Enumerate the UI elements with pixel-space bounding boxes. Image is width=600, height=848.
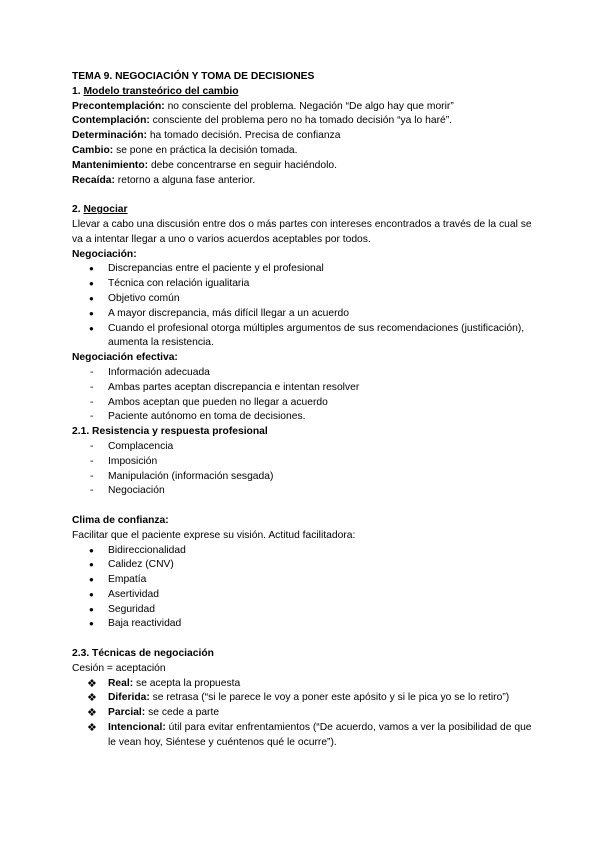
list-item: ● Asertividad (72, 588, 532, 603)
list-item: ● Baja reactividad (72, 617, 532, 632)
list-item: - Ambos aceptan que pueden no llegar a acuerdo (72, 396, 532, 411)
stage-item: Precontemplación: no consciente del problema. Negación “De algo hay que morir” (72, 100, 454, 112)
list-item: ● Seguridad (72, 603, 532, 618)
stage-item: Contemplación: consciente del problema pero no ha tomado decisión “ya lo haré”. (72, 115, 453, 127)
list-item: ❖ Parcial: se cede a parte (87, 707, 220, 720)
section-2-3-heading: 2.3. Técnicas de negociación (72, 648, 214, 660)
techniques-list (72, 677, 532, 751)
stage-item: Mantenimiento: debe concentrarse en seguir haciéndolo. (72, 159, 337, 171)
list-item: ❖ Diferida: se retrasa (“si le parece le voy a poner este apósito y si le pica yo se lo retiro”) (87, 692, 510, 705)
list-item: ● Bidireccionalidad (72, 544, 532, 559)
list-item: ● Empatía (72, 573, 532, 588)
trust-climate-text: Facilitar que el paciente exprese su visión. Actitud facilitadora: (72, 529, 356, 541)
list-item: ● Objetivo común (72, 292, 532, 307)
document-title: TEMA 9. NEGOCIACIÓN Y TOMA DE DECISIONES (72, 71, 315, 82)
stage-item: Determinación: ha tomado decisión. Precisa de confianza (72, 130, 341, 142)
stage-item: Cambio: se pone en práctica la decisión tomada. (72, 144, 298, 156)
diamond-bullet-icon: ❖ (87, 722, 97, 735)
resistance-list (72, 440, 532, 499)
list-item: ❖ Real: se acepta la propuesta (87, 677, 241, 690)
trust-climate-heading: Clima de confianza: (72, 514, 169, 526)
list-item: ● Discrepancias entre el paciente y el profesional (72, 262, 532, 277)
document-page (72, 70, 532, 751)
list-item: - Complacencia (72, 440, 532, 455)
list-item: ❖ Intencional: útil para evitar enfrentamientos (“De acuerdo, vamos a ver la posibilidad de que le vean hoy, Siéntese y cuéntenos qué le ocurre”). (87, 722, 532, 748)
negotiation-list (72, 262, 532, 351)
list-item: - Manipulación (información sesgada) (72, 470, 532, 485)
section-1-heading: 1. Modelo transteórico del cambio (72, 85, 239, 97)
diamond-bullet-icon: ❖ (87, 707, 97, 720)
cession-intro: Cesión = aceptación (72, 662, 166, 674)
effective-negotiation-label: Negociación efectiva: (72, 352, 178, 364)
list-item: - Paciente autónomo en toma de decisiones. (72, 410, 532, 425)
effective-negotiation-list (72, 366, 532, 425)
diamond-bullet-icon: ❖ (87, 692, 97, 705)
list-item: - Negociación (72, 484, 532, 499)
section-2-1-heading: 2.1. Resistencia y respuesta profesional (72, 426, 268, 438)
list-item: - Ambas partes aceptan discrepancia e intentan resolver (72, 381, 532, 396)
negotiation-definition: Llevar a cabo una discusión entre dos o más partes con intereses encontrados a través de la cual se va a intentar llegar a uno o varios acuerdos aceptables por todos. (72, 218, 532, 245)
list-item: ● Calidez (CNV) (72, 558, 532, 573)
list-item: ● Cuando el profesional otorga múltiples argumentos de sus recomendaciones (justificación), aumenta la resistencia. (72, 322, 532, 352)
list-item: - Información adecuada (72, 366, 532, 381)
list-item: - Imposición (72, 455, 532, 470)
trust-climate-list (72, 544, 532, 633)
section-2-heading: 2. Negociar (72, 204, 128, 216)
negotiation-label: Negociación: (72, 248, 137, 260)
list-item: ● Técnica con relación igualitaria (72, 277, 532, 292)
list-item: ● A mayor discrepancia, más difícil llegar a un acuerdo (72, 307, 532, 322)
diamond-bullet-icon: ❖ (87, 677, 97, 690)
stage-item: Recaída: retorno a alguna fase anterior. (72, 174, 256, 186)
